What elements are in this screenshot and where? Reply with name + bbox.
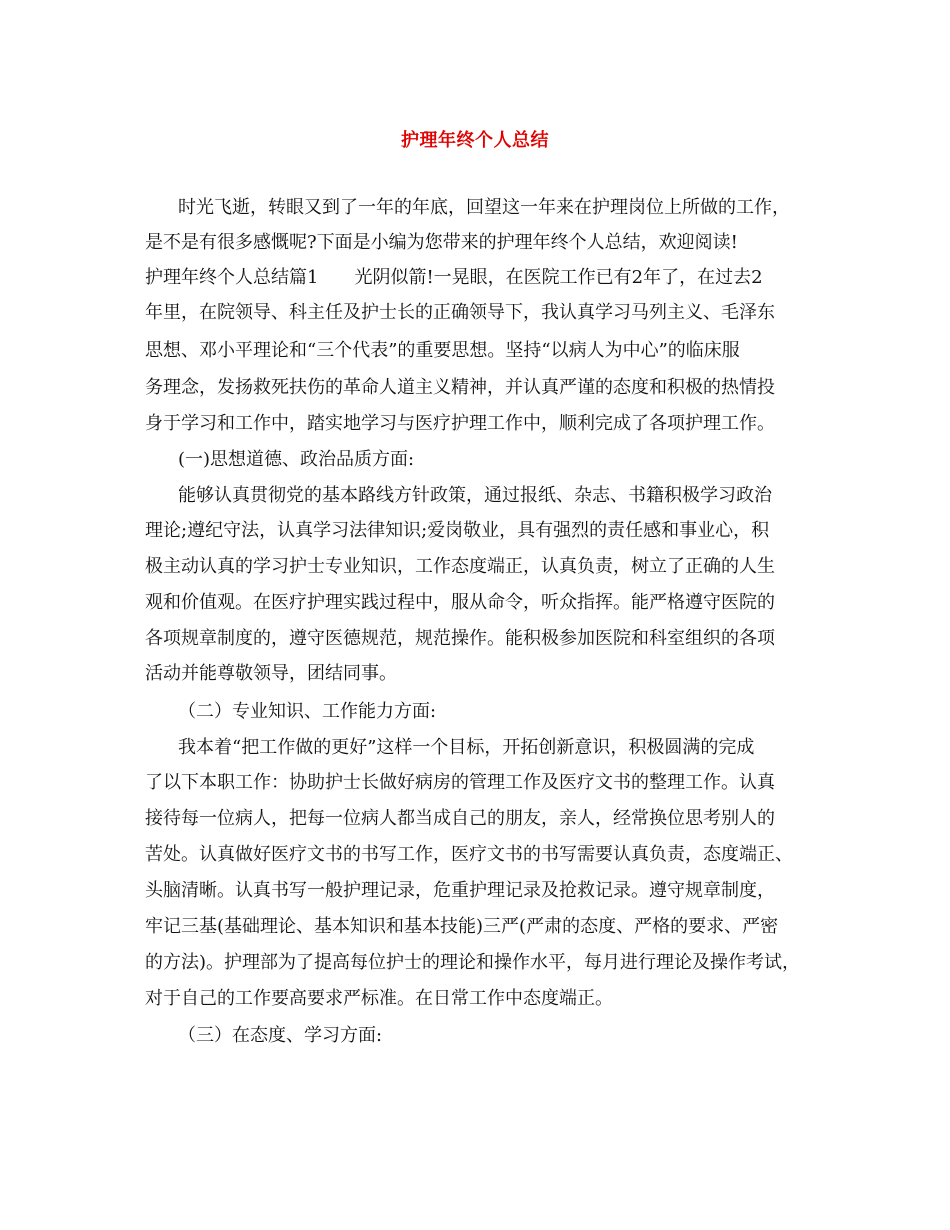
document-title: 护理年终个人总结 xyxy=(401,130,549,151)
text-line: 接待每一位病人，把每一位病人都当成自己的朋友，亲人，经常换位思考别人的 xyxy=(145,808,775,829)
text-line: 活动并能尊敬领导，团结同事。 xyxy=(145,663,397,684)
text-line: 思想、邓小平理论和“三个代表”的重要思想。坚持“以病人为中心”的临床服 xyxy=(145,340,740,361)
text-line: 各项规章制度的，遵守医德规范，规范操作。能积极参加医院和科室组织的各项 xyxy=(145,628,775,649)
text-line: 时光飞逝，转眼又到了一年的年底，回望这一年来在护理岗位上所做的工作， xyxy=(178,197,790,218)
text-line: 的方法)。护理部为了提高每位护士的理论和操作水平，每月进行理论及操作考试， xyxy=(145,952,801,973)
section-heading: （三）在态度、学习方面: xyxy=(178,1025,383,1046)
text-line: 能够认真贯彻党的基本路线方针政策，通过报纸、杂志、书籍积极学习政治 xyxy=(178,485,772,506)
text-line: 了以下本职工作：协助护士长做好病房的管理工作及医疗文书的整理工作。认真 xyxy=(145,772,775,793)
text-line: 苦处。认真做好医疗文书的书写工作，医疗文书的书写需要认真负责，态度端正、 xyxy=(145,844,793,865)
text-line: 我本着“把工作做的更好”这样一个目标，开拓创新意识，积极圆满的完成 xyxy=(178,737,755,758)
text-line: 头脑清晰。认真书写一般护理记录，危重护理记录及抢救记录。遵守规章制度， xyxy=(145,880,775,901)
section-heading: （二）专业知识、工作能力方面: xyxy=(178,701,437,722)
text-line: 是不是有很多感慨呢?下面是小编为您带来的护理年终个人总结，欢迎阅读! xyxy=(145,232,738,253)
text-line: 观和价值观。在医疗护理实践过程中，服从命令，听众指挥。能严格遵守医院的 xyxy=(145,592,775,613)
text-line: 年里，在院领导、科主任及护士长的正确领导下，我认真学习马列主义、毛泽东 xyxy=(145,302,775,323)
text-line: 极主动认真的学习护士专业知识，工作态度端正，认真负责，树立了正确的人生 xyxy=(145,556,775,577)
section-heading: (一)思想道德、政治品质方面: xyxy=(178,449,415,470)
text-line: 身于学习和工作中，踏实地学习与医疗护理工作中，顺利完成了各项护理工作。 xyxy=(145,413,775,434)
text-line: 对于自己的工作要高要求严标准。在日常工作中态度端正。 xyxy=(145,988,613,1009)
text-line: 护理年终个人总结篇1 光阴似箭!一晃眼，在医院工作已有2年了，在过去2 xyxy=(145,267,763,288)
text-line: 牢记三基(基础理论、基本知识和基本技能)三严(严肃的态度、严格的要求、严密 xyxy=(145,916,779,937)
text-line: 理论;遵纪守法，认真学习法律知识;爱岗敬业，具有强烈的责任感和事业心，积 xyxy=(145,520,770,541)
text-line: 务理念，发扬救死扶伤的革命人道主义精神，并认真严谨的态度和积极的热情投 xyxy=(145,377,775,398)
